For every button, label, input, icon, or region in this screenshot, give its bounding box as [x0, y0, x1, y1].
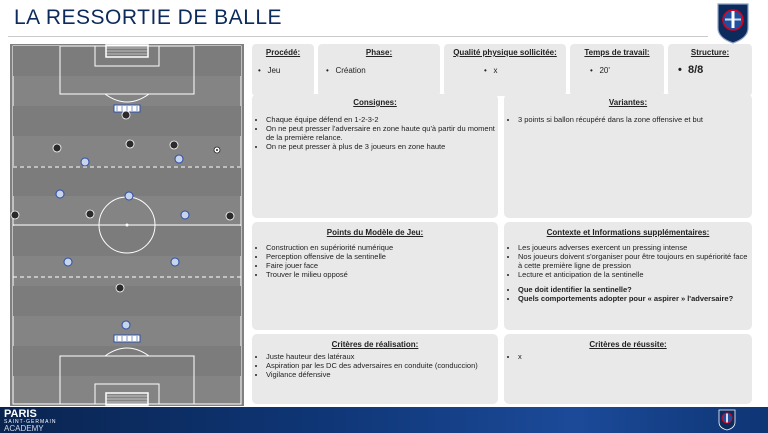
modele-item: • Perception offensive de la sentinelle: [266, 252, 498, 261]
variantes-card: [504, 94, 752, 218]
footer-bar: [0, 407, 768, 433]
title-divider: [8, 36, 708, 37]
consignes-list: [252, 115, 498, 151]
brand-academy: ACADEMY: [4, 424, 44, 433]
realisation-list: [252, 352, 498, 379]
contexte-title: Contexte et Informations supplémentaires:: [546, 228, 710, 237]
contexte-list: [504, 243, 752, 303]
phase-value-text: Création: [335, 66, 366, 75]
consignes-item: • On ne peut presser l'adversaire en zone haute qu'à partir du moment de la première relance.: [266, 124, 498, 142]
temps-label: Temps de travail:: [584, 48, 650, 57]
tactical-pitch-diagram: [10, 44, 244, 406]
modele-item: • Construction en supériorité numérique: [266, 243, 498, 252]
psg-crest-icon: [716, 2, 750, 44]
footer-crest-icon: [718, 409, 736, 431]
realisation-item: • Aspiration par les DC des adversaires en conduite (conduccion): [266, 361, 498, 370]
variantes-item: • 3 points si ballon récupéré dans la zone offensive et but: [518, 115, 752, 124]
modele-item: • Faire jouer face: [266, 261, 498, 270]
realisation-item: • Vigilance défensive: [266, 370, 498, 379]
qualite-label: Qualité physique sollicitée:: [453, 48, 557, 57]
phase-label: Phase:: [365, 48, 393, 57]
procede-value: • Jeu: [258, 66, 281, 75]
realisation-card: [252, 334, 498, 404]
contexte-item: • Les joueurs adverses exercent un pressing intense: [518, 243, 752, 252]
reussite-item: • x: [518, 352, 752, 361]
modele-card: [252, 222, 498, 330]
temps-cell: [570, 44, 664, 96]
reussite-title: Critères de réussite:: [589, 340, 667, 349]
reussite-card: [504, 334, 752, 404]
contexte-question: • Que doit identifier la sentinelle?: [518, 285, 752, 294]
structure-cell: [668, 44, 752, 96]
variantes-list: [504, 115, 752, 124]
qualite-value-text: x: [493, 66, 498, 75]
reussite-list: [504, 352, 752, 361]
brand-saint-germain: SAINT-GERMAIN: [4, 419, 57, 425]
qualite-cell: [444, 44, 566, 96]
consignes-title: Consignes:: [353, 98, 397, 107]
phase-cell: [318, 44, 440, 96]
contexte-item: • Lecture et anticipation de la sentinelle: [518, 270, 752, 279]
qualite-value: • x: [484, 66, 498, 75]
realisation-title: Critères de réalisation:: [331, 340, 419, 349]
contexte-item: • Nos joueurs doivent s'organiser pour être toujours en supériorité face à cette première ligne de pression: [518, 252, 752, 270]
contexte-question: • Quels comportements adopter pour « aspirer » l'adversaire?: [518, 294, 752, 303]
consignes-item: • Chaque équipe défend en 1-2-3-2: [266, 115, 498, 124]
modele-title: Points du Modèle de Jeu:: [326, 228, 424, 237]
page-title: LA RESSORTIE DE BALLE: [14, 6, 283, 29]
consignes-item: • On ne peut presser à plus de 3 joueurs en zone haute: [266, 142, 498, 151]
phase-value: • Création: [326, 66, 366, 75]
structure-value: • 8/8: [678, 64, 704, 76]
variantes-title: Variantes:: [608, 98, 648, 107]
realisation-item: • Juste hauteur des latéraux: [266, 352, 498, 361]
footer-brand: [4, 409, 56, 433]
brand-paris: PARIS: [4, 408, 37, 420]
modele-list: [252, 243, 498, 279]
structure-value-text: 8/8: [687, 64, 704, 76]
structure-label: Structure:: [690, 48, 730, 57]
modele-item: • Trouver le milieu opposé: [266, 270, 498, 279]
procede-label: Procédé:: [265, 48, 301, 57]
temps-value: • 20': [590, 66, 610, 75]
contexte-card: [504, 222, 752, 330]
procede-cell: [252, 44, 314, 96]
temps-value-text: 20': [599, 66, 610, 75]
consignes-card: [252, 94, 498, 218]
procede-value-text: Jeu: [267, 66, 281, 75]
